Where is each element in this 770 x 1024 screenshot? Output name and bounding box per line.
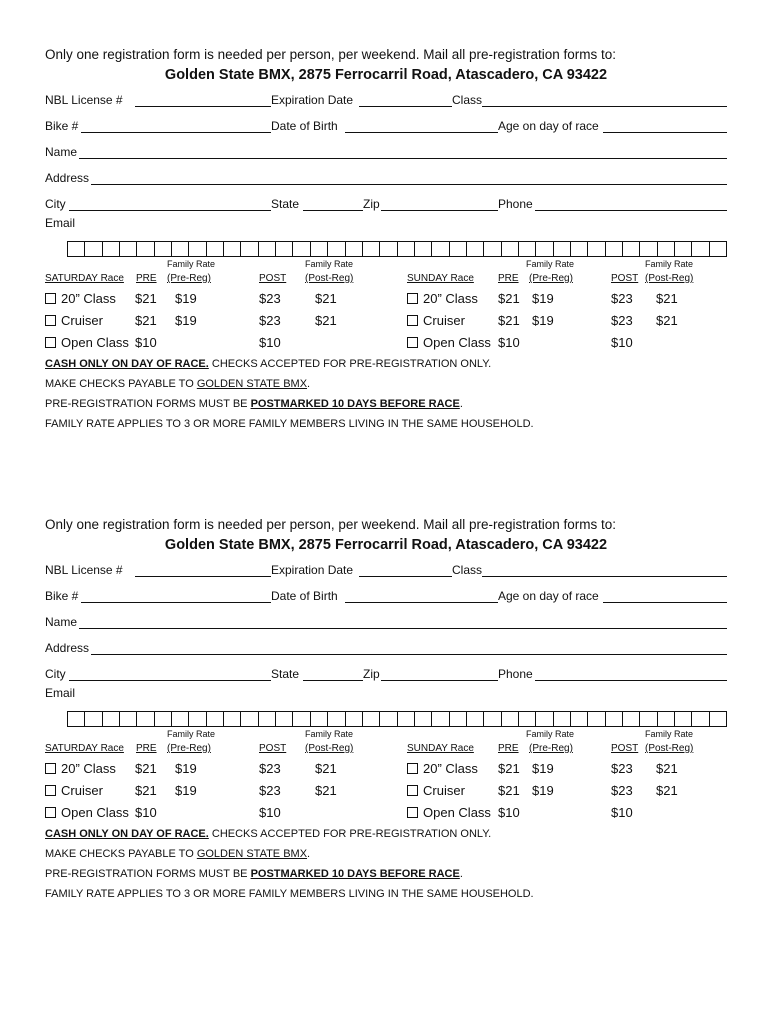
- race-name: Open Class: [423, 335, 491, 350]
- checkbox-icon[interactable]: [45, 337, 56, 348]
- address-label: Address: [45, 641, 90, 655]
- pre-price: $21: [498, 783, 520, 798]
- email-boxes[interactable]: [67, 241, 727, 257]
- sunday-race-option[interactable]: [407, 805, 491, 820]
- email-char-box[interactable]: [692, 712, 709, 726]
- pre-family-price: $19: [532, 783, 554, 798]
- pre-header: PRE: [498, 273, 519, 284]
- post-family-price: $21: [656, 313, 678, 328]
- city-field[interactable]: [69, 210, 271, 211]
- race-name: Cruiser: [423, 313, 465, 328]
- email-label: Email: [45, 216, 76, 230]
- payable-name: GOLDEN STATE BMX: [196, 378, 308, 390]
- race-name: 20” Class: [61, 761, 116, 776]
- pre-family-price: $19: [175, 291, 197, 306]
- email-char-box[interactable]: [189, 242, 206, 256]
- sunday-race-option[interactable]: [407, 783, 465, 798]
- email-char-box[interactable]: [137, 242, 154, 256]
- email-char-box[interactable]: [103, 242, 120, 256]
- bike-number-field[interactable]: [81, 132, 271, 133]
- email-char-box[interactable]: [85, 712, 102, 726]
- checkbox-icon[interactable]: [45, 807, 56, 818]
- registration-form-1: [45, 46, 727, 430]
- nbl-license-label: NBL License #: [45, 563, 123, 577]
- pre-price: $21: [135, 291, 157, 306]
- post-price: $23: [611, 783, 633, 798]
- expiration-date-field[interactable]: [359, 106, 452, 107]
- cash-note-text: CHECKS ACCEPTED FOR PRE-REGISTRATION ONLY.: [208, 828, 492, 840]
- zip-label: Zip: [363, 667, 380, 681]
- email-char-box[interactable]: [328, 712, 345, 726]
- email-char-box[interactable]: [189, 712, 206, 726]
- post-price: $23: [259, 783, 281, 798]
- row-name: [45, 607, 727, 633]
- family-rate-header: Family Rate: [645, 259, 694, 269]
- cash-note: [45, 354, 534, 374]
- post-family-price: $21: [315, 761, 337, 776]
- email-char-box[interactable]: [710, 712, 726, 726]
- payable-prefix: MAKE CHECKS PAYABLE TO: [45, 378, 197, 390]
- email-char-box[interactable]: [363, 712, 380, 726]
- age-label: Age on day of race: [498, 119, 599, 133]
- payable-suffix: .: [307, 848, 311, 860]
- phone-label: Phone: [498, 667, 533, 681]
- email-char-box[interactable]: [68, 242, 85, 256]
- email-char-box[interactable]: [484, 242, 501, 256]
- email-char-box[interactable]: [224, 712, 241, 726]
- mailing-address: Golden State BMX, 2875 Ferrocarril Road, Atascadero, CA 93422: [164, 67, 608, 83]
- pre-header: PRE: [136, 273, 157, 284]
- form-notes: [45, 354, 534, 434]
- saturday-race-option[interactable]: [45, 761, 116, 776]
- email-char-box[interactable]: [519, 712, 536, 726]
- email-char-box[interactable]: [103, 712, 120, 726]
- email-char-box[interactable]: [346, 242, 363, 256]
- email-char-box[interactable]: [536, 242, 553, 256]
- race-name: Open Class: [61, 335, 129, 350]
- sunday-race-header: SUNDAY Race: [407, 273, 474, 284]
- cash-note-text: CHECKS ACCEPTED FOR PRE-REGISTRATION ONLY.: [208, 358, 492, 370]
- nbl-license-field[interactable]: [135, 576, 271, 577]
- state-label: State: [271, 197, 300, 211]
- race-name: 20” Class: [423, 761, 478, 776]
- email-char-box[interactable]: [536, 712, 553, 726]
- pre-price: $10: [135, 335, 157, 350]
- date-of-birth-field[interactable]: [345, 132, 498, 133]
- email-char-box[interactable]: [259, 712, 276, 726]
- phone-field[interactable]: [535, 210, 727, 211]
- email-char-box[interactable]: [293, 712, 310, 726]
- age-field[interactable]: [603, 132, 727, 133]
- age-field[interactable]: [603, 602, 727, 603]
- email-char-box[interactable]: [311, 712, 328, 726]
- pre-reg-header: (Pre-Reg): [529, 743, 573, 754]
- post-family-price: $21: [656, 291, 678, 306]
- family-rate-header: Family Rate: [167, 259, 216, 269]
- family-rate-header: Family Rate: [526, 259, 575, 269]
- race-name: Open Class: [423, 805, 491, 820]
- postmark-note: [45, 864, 534, 884]
- email-char-box[interactable]: [484, 712, 501, 726]
- cash-note-bold: CASH ONLY ON DAY OF RACE.: [45, 358, 209, 370]
- saturday-race-option[interactable]: [45, 783, 103, 798]
- race-pricing-table: [45, 259, 727, 355]
- class-field[interactable]: [482, 106, 727, 107]
- email-char-box[interactable]: [623, 242, 640, 256]
- email-char-box[interactable]: [432, 242, 449, 256]
- email-char-box[interactable]: [380, 242, 397, 256]
- email-char-box[interactable]: [450, 242, 467, 256]
- name-field[interactable]: [79, 628, 727, 629]
- zip-label: Zip: [363, 197, 380, 211]
- sunday-race-header: SUNDAY Race: [407, 743, 474, 754]
- email-char-box[interactable]: [120, 712, 137, 726]
- race-name: Cruiser: [423, 783, 465, 798]
- email-char-box[interactable]: [467, 242, 484, 256]
- email-char-box[interactable]: [398, 712, 415, 726]
- checkbox-icon[interactable]: [407, 807, 418, 818]
- email-char-box[interactable]: [346, 712, 363, 726]
- mailing-address: Golden State BMX, 2875 Ferrocarril Road, Atascadero, CA 93422: [164, 537, 608, 553]
- email-char-box[interactable]: [519, 242, 536, 256]
- row-bike: [45, 111, 727, 137]
- email-char-box[interactable]: [241, 712, 258, 726]
- family-rate-header: Family Rate: [645, 729, 694, 739]
- name-label: Name: [45, 145, 78, 159]
- race-name: Open Class: [61, 805, 129, 820]
- race-pricing-table: [45, 729, 727, 825]
- pre-reg-header: (Pre-Reg): [167, 743, 211, 754]
- pre-reg-header: (Pre-Reg): [529, 273, 573, 284]
- race-name: Cruiser: [61, 783, 103, 798]
- post-family-price: $21: [315, 313, 337, 328]
- email-char-box[interactable]: [155, 242, 172, 256]
- post-header: POST: [259, 273, 287, 284]
- post-price: $10: [611, 335, 633, 350]
- email-char-box[interactable]: [155, 712, 172, 726]
- payable-prefix: MAKE CHECKS PAYABLE TO: [45, 848, 197, 860]
- email-char-box[interactable]: [502, 242, 519, 256]
- date-of-birth-label: Date of Birth: [271, 589, 338, 603]
- post-header: POST: [611, 273, 639, 284]
- age-label: Age on day of race: [498, 589, 599, 603]
- class-label: Class: [452, 563, 483, 577]
- bike-number-label: Bike #: [45, 119, 79, 133]
- post-family-price: $21: [656, 761, 678, 776]
- class-label: Class: [452, 93, 483, 107]
- family-rate-note: FAMILY RATE APPLIES TO 3 OR MORE FAMILY MEMBERS LIVING IN THE SAME HOUSEHOLD.: [45, 418, 534, 430]
- post-price: $23: [259, 761, 281, 776]
- row-address: [45, 633, 727, 659]
- pre-header: PRE: [498, 743, 519, 754]
- pre-price: $21: [135, 783, 157, 798]
- city-field[interactable]: [69, 680, 271, 681]
- family-rate-header: Family Rate: [167, 729, 216, 739]
- saturday-race-header: SATURDAY Race: [45, 743, 124, 754]
- checkbox-icon[interactable]: [407, 337, 418, 348]
- date-of-birth-label: Date of Birth: [271, 119, 338, 133]
- checkbox-icon[interactable]: [45, 293, 56, 304]
- email-char-box[interactable]: [710, 242, 726, 256]
- email-char-box[interactable]: [640, 242, 657, 256]
- sunday-race-option[interactable]: [407, 335, 491, 350]
- checkbox-icon[interactable]: [45, 315, 56, 326]
- address-label: Address: [45, 171, 90, 185]
- pre-price: $10: [498, 805, 520, 820]
- email-char-box[interactable]: [675, 712, 692, 726]
- saturday-race-option[interactable]: [45, 313, 103, 328]
- bike-number-field[interactable]: [81, 602, 271, 603]
- post-price: $23: [611, 313, 633, 328]
- row-city: [45, 659, 727, 685]
- email-char-box[interactable]: [172, 242, 189, 256]
- email-char-box[interactable]: [571, 712, 588, 726]
- row-license: [45, 555, 727, 581]
- post-price: $10: [259, 335, 281, 350]
- saturday-race-header: SATURDAY Race: [45, 273, 124, 284]
- checkbox-icon[interactable]: [407, 785, 418, 796]
- name-field[interactable]: [79, 158, 727, 159]
- cash-note: [45, 824, 534, 844]
- email-boxes[interactable]: [67, 711, 727, 727]
- email-char-box[interactable]: [293, 242, 310, 256]
- email-char-box[interactable]: [502, 712, 519, 726]
- address-field[interactable]: [91, 184, 727, 185]
- pre-price: $21: [135, 313, 157, 328]
- email-char-box[interactable]: [398, 242, 415, 256]
- email-char-box[interactable]: [640, 712, 657, 726]
- email-char-box[interactable]: [259, 242, 276, 256]
- intro-text: Only one registration form is needed per person, per weekend. Mail all pre-registration forms to:: [45, 47, 617, 62]
- post-price: $23: [259, 313, 281, 328]
- email-char-box[interactable]: [207, 712, 224, 726]
- zip-field[interactable]: [381, 680, 498, 681]
- pre-header: PRE: [136, 743, 157, 754]
- email-char-box[interactable]: [172, 712, 189, 726]
- postmark-bold: POSTMARKED 10 DAYS BEFORE RACE: [250, 868, 460, 880]
- post-header: POST: [259, 743, 287, 754]
- pre-price: $21: [498, 313, 520, 328]
- pre-family-price: $19: [175, 313, 197, 328]
- email-char-box[interactable]: [588, 712, 605, 726]
- post-price: $23: [611, 761, 633, 776]
- email-char-box[interactable]: [85, 242, 102, 256]
- email-char-box[interactable]: [571, 242, 588, 256]
- pre-price: $10: [135, 805, 157, 820]
- postmark-suffix: .: [459, 868, 463, 880]
- postmark-bold: POSTMARKED 10 DAYS BEFORE RACE: [250, 398, 460, 410]
- payable-suffix: .: [307, 378, 311, 390]
- pre-family-price: $19: [175, 761, 197, 776]
- post-price: $23: [611, 291, 633, 306]
- post-family-price: $21: [315, 783, 337, 798]
- pre-reg-header: (Pre-Reg): [167, 273, 211, 284]
- race-name: 20” Class: [423, 291, 478, 306]
- pre-family-price: $19: [532, 313, 554, 328]
- email-char-box[interactable]: [467, 712, 484, 726]
- payable-name: GOLDEN STATE BMX: [196, 848, 308, 860]
- pre-price: $21: [498, 761, 520, 776]
- postmark-note: [45, 394, 534, 414]
- pre-price: $10: [498, 335, 520, 350]
- class-field[interactable]: [482, 576, 727, 577]
- checkbox-icon[interactable]: [407, 763, 418, 774]
- postmark-prefix: PRE-REGISTRATION FORMS MUST BE: [45, 868, 251, 880]
- zip-field[interactable]: [381, 210, 498, 211]
- city-label: City: [45, 197, 66, 211]
- postmark-prefix: PRE-REGISTRATION FORMS MUST BE: [45, 398, 251, 410]
- row-license: [45, 85, 727, 111]
- post-family-price: $21: [315, 291, 337, 306]
- email-char-box[interactable]: [380, 712, 397, 726]
- name-label: Name: [45, 615, 78, 629]
- row-city: [45, 189, 727, 215]
- email-char-box[interactable]: [311, 242, 328, 256]
- email-char-box[interactable]: [224, 242, 241, 256]
- post-price: $10: [259, 805, 281, 820]
- pre-price: $21: [498, 291, 520, 306]
- family-rate-header: Family Rate: [305, 259, 354, 269]
- address-field[interactable]: [91, 654, 727, 655]
- email-char-box[interactable]: [588, 242, 605, 256]
- email-char-box[interactable]: [276, 712, 293, 726]
- email-char-box[interactable]: [137, 712, 154, 726]
- nbl-license-label: NBL License #: [45, 93, 123, 107]
- postmark-suffix: .: [459, 398, 463, 410]
- email-char-box[interactable]: [276, 242, 293, 256]
- registration-form-2: [45, 516, 727, 900]
- phone-field[interactable]: [535, 680, 727, 681]
- sunday-race-option[interactable]: [407, 313, 465, 328]
- email-char-box[interactable]: [692, 242, 709, 256]
- email-char-box[interactable]: [120, 242, 137, 256]
- email-char-box[interactable]: [658, 242, 675, 256]
- row-name: [45, 137, 727, 163]
- expiration-date-label: Expiration Date: [271, 563, 354, 577]
- email-char-box[interactable]: [415, 242, 432, 256]
- bike-number-label: Bike #: [45, 589, 79, 603]
- email-char-box[interactable]: [623, 712, 640, 726]
- saturday-race-option[interactable]: [45, 805, 129, 820]
- post-price: $23: [259, 291, 281, 306]
- sunday-race-option[interactable]: [407, 291, 478, 306]
- email-char-box[interactable]: [554, 242, 571, 256]
- saturday-race-option[interactable]: [45, 335, 129, 350]
- row-bike: [45, 581, 727, 607]
- post-family-price: $21: [656, 783, 678, 798]
- pre-family-price: $19: [532, 761, 554, 776]
- checkbox-icon[interactable]: [45, 763, 56, 774]
- email-char-box[interactable]: [432, 712, 449, 726]
- pre-family-price: $19: [175, 783, 197, 798]
- state-field[interactable]: [303, 210, 363, 211]
- post-reg-header: (Post-Reg): [645, 273, 694, 284]
- intro-text: Only one registration form is needed per person, per weekend. Mail all pre-registration forms to:: [45, 517, 617, 532]
- saturday-race-option[interactable]: [45, 291, 116, 306]
- checkbox-icon[interactable]: [407, 315, 418, 326]
- state-label: State: [271, 667, 300, 681]
- cash-note-bold: CASH ONLY ON DAY OF RACE.: [45, 828, 209, 840]
- form-notes: [45, 824, 534, 904]
- email-char-box[interactable]: [554, 712, 571, 726]
- email-char-box[interactable]: [207, 242, 224, 256]
- email-char-box[interactable]: [675, 242, 692, 256]
- row-address: [45, 163, 727, 189]
- post-price: $10: [611, 805, 633, 820]
- city-label: City: [45, 667, 66, 681]
- checkbox-icon[interactable]: [45, 785, 56, 796]
- post-reg-header: (Post-Reg): [645, 743, 694, 754]
- email-char-box[interactable]: [363, 242, 380, 256]
- payable-note: [45, 844, 534, 864]
- expiration-date-field[interactable]: [359, 576, 452, 577]
- checkbox-icon[interactable]: [407, 293, 418, 304]
- expiration-date-label: Expiration Date: [271, 93, 354, 107]
- state-field[interactable]: [303, 680, 363, 681]
- race-name: 20” Class: [61, 291, 116, 306]
- email-char-box[interactable]: [450, 712, 467, 726]
- post-reg-header: (Post-Reg): [305, 273, 354, 284]
- email-label: Email: [45, 686, 76, 700]
- pre-price: $21: [135, 761, 157, 776]
- phone-label: Phone: [498, 197, 533, 211]
- race-name: Cruiser: [61, 313, 103, 328]
- email-char-box[interactable]: [606, 242, 623, 256]
- post-reg-header: (Post-Reg): [305, 743, 354, 754]
- family-rate-header: Family Rate: [305, 729, 354, 739]
- email-char-box[interactable]: [658, 712, 675, 726]
- family-rate-note: FAMILY RATE APPLIES TO 3 OR MORE FAMILY MEMBERS LIVING IN THE SAME HOUSEHOLD.: [45, 888, 534, 900]
- payable-note: [45, 374, 534, 394]
- date-of-birth-field[interactable]: [345, 602, 498, 603]
- email-char-box[interactable]: [68, 712, 85, 726]
- pre-family-price: $19: [532, 291, 554, 306]
- email-char-box[interactable]: [241, 242, 258, 256]
- email-char-box[interactable]: [328, 242, 345, 256]
- nbl-license-field[interactable]: [135, 106, 271, 107]
- email-char-box[interactable]: [415, 712, 432, 726]
- sunday-race-option[interactable]: [407, 761, 478, 776]
- email-char-box[interactable]: [606, 712, 623, 726]
- family-rate-header: Family Rate: [526, 729, 575, 739]
- post-header: POST: [611, 743, 639, 754]
